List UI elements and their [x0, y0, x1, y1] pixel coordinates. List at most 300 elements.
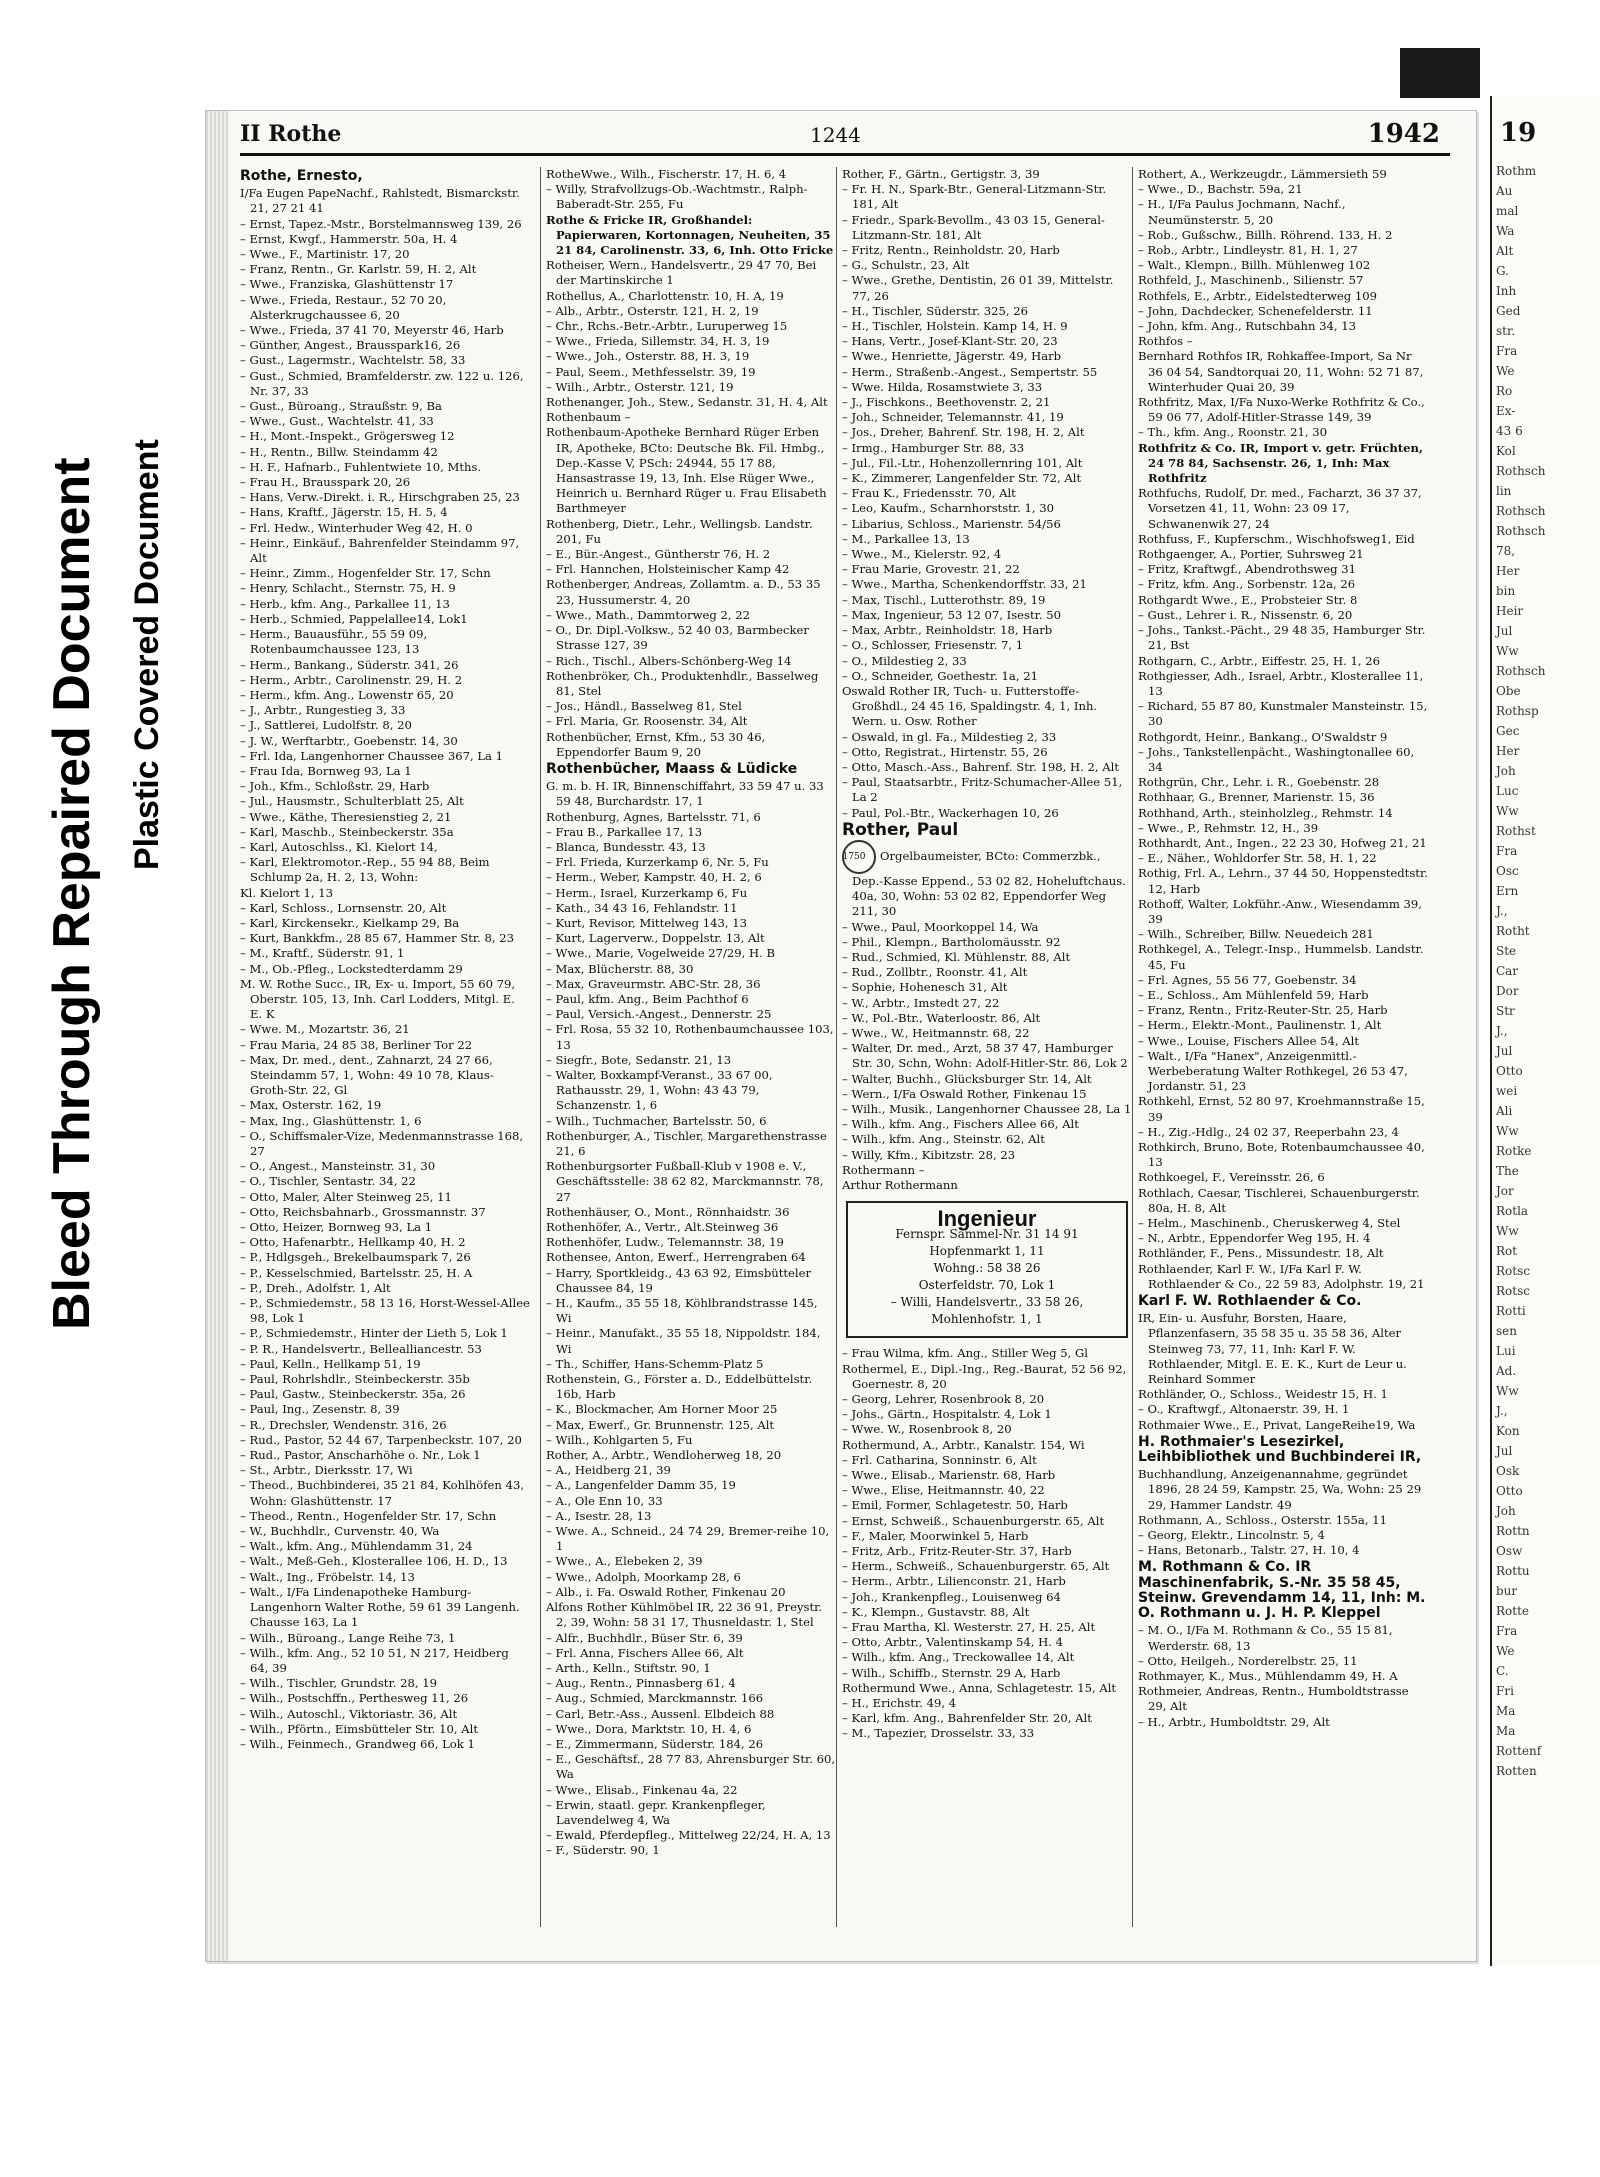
- list-item: Rothenburg, Agnes, Bartelsstr. 71, 6: [546, 809, 761, 824]
- list-item: – Aug., Schmied, Marckmannstr. 166: [546, 1691, 764, 1706]
- next-page-line: Rotte: [1496, 1604, 1530, 1618]
- list-item: – K., Klempn., Gustavstr. 88, Alt: [842, 1604, 1030, 1619]
- list-item: Rothe & Fricke IR, Großhandel: Papierwaren, Kortonnagen, Neuheiten, 35 21 84, Carolinenstr. 33, 6, Inh. Otto Fricke: [546, 212, 834, 258]
- list-item: – Max, Blücherstr. 88, 30: [546, 961, 694, 976]
- firm-heading: H. Rothmaier's Lesezirkel, Leihbibliothek und Buchbinderei IR,: [1138, 1433, 1422, 1466]
- list-item: – Wwe., Frieda, Restaur., 52 70 20, Alsterkrugchaussee 6, 20: [240, 292, 447, 322]
- next-page-line: Ww: [1496, 804, 1519, 818]
- list-item: – Wwe. A., Schneid., 24 74 29, Bremer-reihe 10, 1: [546, 1524, 830, 1554]
- next-page-line: bin: [1496, 584, 1516, 598]
- list-item: – Wwe., Frieda, Sillemstr. 34, H. 3, 19: [546, 334, 770, 349]
- list-item: – Herb., Schmied, Pappelallee14, Lok1: [240, 611, 468, 626]
- list-item: – H., Erichstr. 49, 4: [842, 1696, 957, 1711]
- list-item: – Otto, Reichsbahnarb., Grossmannstr. 37: [240, 1204, 486, 1219]
- next-page-line: Ali: [1496, 1104, 1513, 1118]
- list-item: – Otto, Heizer, Bornweg 93, La 1: [240, 1220, 433, 1235]
- list-item: – P., Kesselschmied, Bartelsstr. 25, H. A: [240, 1265, 473, 1280]
- list-item: – Joh., Kfm., Schloßstr. 29, Harb: [240, 779, 430, 794]
- list-item: Rothkehl, Ernst, 52 80 97, Kroehmannstraße 15, 39: [1138, 1094, 1425, 1124]
- list-item: – Franz, Rentn., Gr. Karlstr. 59, H. 2, Alt: [240, 262, 477, 277]
- list-item: Rothfels, E., Arbtr., Eidelstedterweg 109: [1138, 288, 1377, 303]
- list-item: – Th., Schiffer, Hans-Schemm-Platz 5: [546, 1356, 764, 1371]
- list-item: – Kurt, Lagerverw., Doppelstr. 13, Alt: [546, 931, 765, 946]
- list-item: – Rich., Tischl., Albers-Schönberg-Weg 14: [546, 653, 792, 668]
- list-item: M. W. Rothe Succ., IR, Ex- u. Import, 55 60 79, Oberstr. 105, 13, Inh. Carl Lodders, Mitgl. E. E. K: [240, 976, 516, 1022]
- firm-heading: Rother, Paul: [842, 819, 959, 840]
- list-item: – Frau Marie, Grovestr. 21, 22: [842, 562, 1020, 577]
- next-page-line: Rotten: [1496, 1764, 1537, 1778]
- list-item: – Ernst, Tapez.-Mstr., Borstelmannsweg 139, 26: [240, 216, 522, 231]
- list-item: Rothmann, A., Schloss., Osterstr. 155a, 11: [1138, 1512, 1387, 1527]
- list-item: – Wilh., Kohlgarten 5, Fu: [546, 1432, 693, 1447]
- list-item: – Heinr., Zimm., Hogenfelder Str. 17, Schn: [240, 566, 491, 581]
- list-item: – A., Heidberg 21, 39: [546, 1463, 671, 1478]
- next-page-line: Kon: [1496, 1424, 1520, 1438]
- list-item: – A., Langenfelder Damm 35, 19: [546, 1478, 736, 1493]
- list-item: – Gust., Lehrer i. R., Nissenstr. 6, 20: [1138, 607, 1353, 622]
- list-item: – Joh., Schneider, Telemannstr. 41, 19: [842, 410, 1064, 425]
- list-item: [842, 840, 1132, 920]
- next-page-line: Her: [1496, 564, 1520, 578]
- list-item: – Walt., Ing., Fröbelstr. 14, 13: [240, 1569, 415, 1584]
- list-item: – Frl. Frieda, Kurzerkamp 6, Nr. 5, Fu: [546, 855, 769, 870]
- list-item: – P., Schmiedemstr., Hinter der Lieth 5, Lok 1: [240, 1326, 508, 1341]
- next-page-line: mal: [1496, 204, 1519, 218]
- list-item: – Friedr., Spark-Bevollm., 43 03 15, General-Litzmann-Str. 181, Alt: [842, 212, 1105, 242]
- list-item: – Frau K., Friedensstr. 70, Alt: [842, 486, 1016, 501]
- list-item: – H., I/Fa Paulus Jochmann, Nachf., Neumünsterstr. 5, 20: [1138, 197, 1346, 227]
- list-item: – Karl, Kirckensekr., Kielkamp 29, Ba: [240, 915, 460, 930]
- list-item: – K., Blockmacher, Am Horner Moor 25: [546, 1402, 778, 1417]
- next-page-line: Rothst: [1496, 824, 1536, 838]
- running-title: II Rothe: [240, 121, 342, 147]
- list-item-text: Orgelbaumeister, BCto: Commerzbk., Dep.-Kasse Eppend., 53 02 82, Hoheluftchaus. 40a, 30, Wohn: 53 02 82, Eppendorfer Weg 211, 30: [852, 848, 1126, 919]
- list-item: – Wwe., A., Elebeken 2, 39: [546, 1554, 703, 1569]
- list-item: – Paul, Kelln., Hellkamp 51, 19: [240, 1356, 421, 1371]
- list-item: – R., Drechsler, Wendenstr. 316, 26: [240, 1417, 447, 1432]
- list-item: – J. W., Werftarbtr., Goebenstr. 14, 30: [240, 733, 458, 748]
- list-item: Rothenhöfer, A., Vertr., Alt.Steinweg 36: [546, 1220, 779, 1235]
- list-item: – Alfr., Buchhdlr., Büser Str. 6, 39: [546, 1630, 743, 1645]
- list-item: – Frl. Agnes, 55 56 77, Goebenstr. 34: [1138, 972, 1357, 987]
- list-item: – Herm., Bauausführ., 55 59 09, Rotenbaumchaussee 123, 13: [240, 627, 428, 657]
- list-item: – Hans, Verw.-Direkt. i. R., Hirschgraben 25, 23: [240, 490, 520, 505]
- next-page-line: Osk: [1496, 1464, 1520, 1478]
- next-page-line: We: [1496, 364, 1515, 378]
- scan-black-tab: [1400, 48, 1480, 98]
- list-item: – Paul, Rohrlshdlr., Steinbeckerstr. 35b: [240, 1372, 470, 1387]
- list-item: – P. R., Handelsvertr., Bellealliancestr. 53: [240, 1341, 482, 1356]
- list-item: – Herm., Weber, Kampstr. 40, H. 2, 6: [546, 870, 762, 885]
- list-item: – Wilh., Pförtn., Eimsbütteler Str. 10, Alt: [240, 1721, 479, 1736]
- next-page-line: Joh: [1496, 1504, 1516, 1518]
- list-item: Rothgiesser, Adh., Israel, Arbtr., Klosterallee 11, 13: [1138, 668, 1424, 698]
- list-item: Rothermann –: [842, 1162, 925, 1177]
- list-item: – Wilh., kfm. Ang., 52 10 51, N 217, Heidberg 64, 39: [240, 1645, 509, 1675]
- next-page-line: Fra: [1496, 844, 1518, 858]
- list-item: – Frl. Rosa, 55 32 10, Rothenbaumchaussee 103, 13: [546, 1022, 834, 1052]
- list-item: – Erwin, staatl. gepr. Krankenpfleger, Lavendelweg 4, Wa: [546, 1797, 766, 1827]
- list-item: – G., Schulstr., 23, Alt: [842, 258, 970, 273]
- list-item: – Harry, Sportkleidg., 43 63 92, Eimsbütteler Chaussee 84, 19: [546, 1265, 812, 1295]
- list-item: – John, kfm. Ang., Rutschbahn 34, 13: [1138, 319, 1357, 334]
- list-item: – Max, Graveurmstr. ABC-Str. 28, 36: [546, 976, 761, 991]
- list-item: – Wilh., kfm. Ang., Steinstr. 62, Alt: [842, 1132, 1045, 1147]
- next-page-line: Rothsp: [1496, 704, 1539, 718]
- list-item: – Karl, Elektromotor.-Rep., 55 94 88, Beim Schlump 2a, H. 2, 13, Wohn:: [240, 855, 490, 885]
- list-item: – Wwe., W., Heitmannstr. 68, 22: [842, 1025, 1030, 1040]
- list-item: – Rud., Pastor, 52 44 67, Tarpenbeckstr. 107, 20: [240, 1432, 522, 1447]
- list-item: Rotheiser, Wern., Handelsvertr., 29 47 70, Bei der Martinskirche 1: [546, 258, 817, 288]
- list-item: – Fritz, Kraftwgf., Abendrothsweg 31: [1138, 562, 1357, 577]
- list-item: – Helm., Maschinenb., Cheruskerweg 4, Stel: [1138, 1216, 1401, 1231]
- column-rule: [1132, 167, 1133, 1927]
- page-header: [240, 119, 1450, 156]
- list-item: Rothländer, F., Pens., Missundestr. 18, Alt: [1138, 1246, 1384, 1261]
- list-item: – Georg, Elektr., Lincolnstr. 5, 4: [1138, 1528, 1325, 1543]
- list-item: – Wwe., P., Rehmstr. 12, H., 39: [1138, 820, 1319, 835]
- next-page-line: Ma: [1496, 1704, 1516, 1718]
- column-heading: Rothe, Ernesto,: [240, 168, 363, 184]
- list-item: – Sophie, Hohenesch 31, Alt: [842, 980, 1008, 995]
- year: 1942: [1367, 119, 1440, 149]
- list-item: IR, Ein- u. Ausfuhr, Borsten, Haare, Pflanzenfasern, 35 58 35 u. 35 58 36, Alter Steinweg 73, 77, 11, Inh: Karl F. W. Rothlaender, Mitgl. E. E. K., Kurt de Leur u. Reinhard Sommer: [1138, 1311, 1407, 1387]
- list-item: Buchhandlung, Anzeigenannahme, gegründet 1896, 28 24 59, Kampstr. 25, Wa, Wohn: 25 29 29, Hammer Landstr. 49: [1138, 1467, 1422, 1512]
- list-item: – Th., kfm. Ang., Roonstr. 21, 30: [1138, 425, 1328, 440]
- next-page-line: Osw: [1496, 1544, 1523, 1558]
- list-item: Rothensee, Anton, Ewerf., Herrengraben 64: [546, 1250, 806, 1265]
- list-item: Rothfos –: [1138, 334, 1193, 349]
- next-page-number: 19: [1500, 118, 1537, 148]
- list-item: I/Fa Eugen PapeNachf., Rahlstedt, Bismarckstr. 21, 27 21 41: [240, 186, 520, 216]
- ad-line: Wohng.: 58 38 26: [933, 1261, 1041, 1276]
- list-item: – O., Dr. Dipl.-Volksw., 52 40 03, Barmbecker Strasse 127, 39: [546, 623, 809, 653]
- list-item: – Wwe., Elisab., Marienstr. 68, Harb: [842, 1468, 1056, 1483]
- list-item: – Wwe., Elise, Heitmannstr. 40, 22: [842, 1483, 1045, 1498]
- list-item: – Max, Dr. med., dent., Zahnarzt, 24 27 66, Steindamm 57, 1, Wohn: 49 10 78, Klaus-Groth-Str. 22, Gl: [240, 1052, 494, 1098]
- list-item: – Karl, Autoschlss., Kl. Kielort 14,: [240, 839, 438, 854]
- list-item: Rothenberger, Andreas, Zollamtm. a. D., 53 35 23, Hussumerstr. 4, 20: [546, 577, 821, 607]
- list-item: – Georg, Lehrer, Rosenbrook 8, 20: [842, 1392, 1045, 1407]
- firm-heading: Karl F. W. Rothlaender & Co.: [1138, 1293, 1362, 1310]
- next-page-line: Rothm: [1496, 164, 1537, 178]
- list-item: – Frau Ida, Bornweg 93, La 1: [240, 763, 412, 778]
- list-item: – M., Tapezier, Drosselstr. 33, 33: [842, 1726, 1035, 1741]
- list-item: Rothenbaum-Apotheke Bernhard Rüger Erben IR, Apotheke, BCto: Deutsche Bk. Fil. Hmbg., Dep.-Kasse V, PSch: 24944, 55 17 88, Hansastrasse 19, 13, Inh. Else Rüger Wwe., Heinrich u. Bernhard Rüger u. Frau Elisabeth Barthmeyer: [546, 425, 827, 516]
- next-page-line: Inh: [1496, 284, 1517, 298]
- list-item: – Otto, Heilgeh., Norderelbstr. 25, 11: [1138, 1653, 1358, 1668]
- list-item: – Max, Tischl., Lutterothstr. 89, 19: [842, 592, 1046, 607]
- list-item: – Karl, kfm. Ang., Bahrenfelder Str. 20, Alt: [842, 1711, 1092, 1726]
- list-item: – Walter, Buchh., Glücksburger Str. 14, Alt: [842, 1071, 1092, 1086]
- bleed-through-label: [42, 457, 102, 1330]
- list-item: Kl. Kielort 1, 13: [240, 885, 334, 900]
- list-item: – Wilh., Arbtr., Osterstr. 121, 19: [546, 379, 734, 394]
- list-item: – Walter, Dr. med., Arzt, 58 37 47, Hamburger Str. 30, Schn, Wohn: Adolf-Hitler-Str. 86, Lok 2: [842, 1041, 1128, 1071]
- list-item: Rothgardt Wwe., E., Probsteier Str. 8: [1138, 592, 1358, 607]
- list-item: – Gust., Lagermstr., Wachtelstr. 58, 33: [240, 353, 466, 368]
- next-page-line: 43 6: [1496, 424, 1523, 438]
- list-item: Rothellus, A., Charlottenstr. 10, H. A, 19: [546, 288, 784, 303]
- list-item: – F., Maler, Moorwinkel 5, Harb: [842, 1528, 1029, 1543]
- list-item: – Wwe., Math., Dammtorweg 2, 22: [546, 607, 750, 622]
- list-item: – O., Mildestieg 2, 33: [842, 653, 967, 668]
- list-item: – Max, Arbtr., Reinholdstr. 18, Harb: [842, 623, 1053, 638]
- list-item: – M., Ob.-Pfleg., Lockstedterdamm 29: [240, 961, 463, 976]
- list-item: – Otto, Registrat., Hirtenstr. 55, 26: [842, 744, 1048, 759]
- list-item: Rothermel, E., Dipl.-Ing., Reg.-Baurat, 52 56 92, Goernestr. 8, 20: [842, 1361, 1127, 1391]
- ad-line: Osterfeldstr. 70, Lok 1: [918, 1278, 1056, 1293]
- list-item: Oswald Rother IR, Tuch- u. Futterstoffe-Großhdl., 24 45 16, Spaldingstr. 4, 1, Inh. Wern. u. Osw. Rother: [842, 683, 1098, 729]
- page-number: 1244: [810, 123, 861, 147]
- list-item: Rothmayer, K., Mus., Mühlendamm 49, H. A: [1138, 1668, 1398, 1683]
- list-item: – Paul, Ing., Zesenstr. 8, 39: [240, 1402, 400, 1417]
- next-page-line: Au: [1496, 184, 1513, 198]
- next-page-line: Ged: [1496, 304, 1521, 318]
- list-item: – P., Hdlgsgeh., Brekelbaumspark 7, 26: [240, 1250, 471, 1265]
- list-item: – Herm., Straßenb.-Angest., Sempertstr. 55: [842, 364, 1098, 379]
- list-item: – E., Geschäftsf., 28 77 83, Ahrensburger Str. 60, Wa: [546, 1752, 836, 1782]
- list-item: – J., Arbtr., Rungestieg 3, 33: [240, 703, 406, 718]
- list-item: Rothgarn, C., Arbtr., Eiffestr. 25, H. 1, 26: [1138, 653, 1381, 668]
- next-page-line: Ww: [1496, 1224, 1519, 1238]
- list-item: – Joh., Krankenpfleg., Louisenweg 64: [842, 1589, 1061, 1604]
- list-item: – Günther, Angest., Brausspark16, 26: [240, 338, 461, 353]
- next-page-line: Wa: [1496, 224, 1515, 238]
- next-page-line: We: [1496, 1644, 1515, 1658]
- list-item: – Irmg., Hamburger Str. 88, 33: [842, 440, 1025, 455]
- next-page-line: Rotht: [1496, 924, 1530, 938]
- column-1: [240, 167, 530, 1927]
- list-item: Rothgordt, Heinr., Bankang., O'Swaldstr 9: [1138, 729, 1388, 744]
- next-page-line: Jor: [1496, 1184, 1514, 1198]
- next-page-line: Gec: [1496, 724, 1520, 738]
- list-item: Rothmaier Wwe., E., Privat, LangeReihe19, Wa: [1138, 1417, 1416, 1432]
- list-item: – Max, Ing., Glashüttenstr. 1, 6: [240, 1113, 422, 1128]
- list-item: – Libarius, Schloss., Marienstr. 54/56: [842, 516, 1061, 531]
- list-item: Rothhand, Arth., steinholzleg., Rehmstr. 14: [1138, 805, 1393, 820]
- list-item: – Leo, Kaufm., Scharnhorststr. 1, 30: [842, 501, 1054, 516]
- list-item: – Wwe., M., Kielerstr. 92, 4: [842, 547, 1002, 562]
- rothermann-ad-box: [846, 1201, 1128, 1338]
- list-item: Arthur Rothermann: [842, 1178, 958, 1192]
- page-gutter: [206, 111, 228, 1961]
- list-item: – Wilh., Tischler, Grundstr. 28, 19: [240, 1676, 437, 1691]
- next-page-line: Rotsc: [1496, 1264, 1530, 1278]
- list-item: – Willy, Kfm., Kibitzstr. 28, 23: [842, 1147, 1016, 1162]
- next-page-line: wei: [1496, 1084, 1518, 1098]
- next-page-line: Fra: [1496, 1624, 1518, 1638]
- list-item: – E., Zimmermann, Süderstr. 184, 26: [546, 1736, 764, 1751]
- list-item: – Theod., Rentn., Hogenfelder Str. 17, Schn: [240, 1508, 497, 1523]
- list-item: Rothig, Frl. A., Lehrn., 37 44 50, Hoppenstedtstr. 12, Harb: [1138, 866, 1428, 896]
- next-page-line: Lui: [1496, 1344, 1516, 1358]
- ad-line: – Willi, Handelsvertr., 33 58 26, Mohlenhofstr. 1, 1: [890, 1295, 1084, 1327]
- list-item: – J., Sattlerei, Ludolfstr. 8, 20: [240, 718, 412, 733]
- list-item: – Herm., Arbtr., Lilienconstr. 21, Harb: [842, 1574, 1066, 1589]
- list-item: RotheWwe., Wilh., Fischerstr. 17, H. 6, 4: [546, 167, 787, 181]
- list-item: – H., Arbtr., Humboldtstr. 29, Alt: [1138, 1714, 1330, 1729]
- repaired-document-text: Repaired Document: [43, 457, 101, 949]
- next-page-line: Rottu: [1496, 1564, 1530, 1578]
- list-item: – Wilh., Schreiber, Billw. Neuedeich 281: [1138, 927, 1374, 942]
- list-item: – Frl. Ida, Langenhorner Chaussee 367, La 1: [240, 748, 503, 763]
- list-item: Rothfritz & Co. IR, Import v. getr. Früchten, 24 78 84, Sachsenstr. 26, 1, Inh: Max Rothfritz: [1138, 440, 1423, 486]
- list-item: – Gust., Büroang., Straußstr. 9, Ba: [240, 399, 442, 414]
- list-item: – Richard, 55 87 80, Kunstmaler Mansteinstr. 15, 30: [1138, 699, 1428, 729]
- list-item: – Emil, Former, Schlagetestr. 50, Harb: [842, 1498, 1068, 1513]
- list-item: – Paul, Pol.-Btr., Wackerhagen 10, 26: [842, 805, 1059, 820]
- next-page-line: Otto: [1496, 1064, 1523, 1078]
- ad-line: Hopfenmarkt 1, 11: [929, 1244, 1045, 1259]
- list-item: – Max, Ewerf., Gr. Brunnenstr. 125, Alt: [546, 1417, 775, 1432]
- next-page-line: Str: [1496, 1004, 1515, 1018]
- list-item: – A., Ole Enn 10, 33: [546, 1493, 663, 1508]
- next-page-line: Ex-: [1496, 404, 1516, 418]
- list-item: – Paul, kfm. Ang., Beim Pachthof 6: [546, 991, 749, 1006]
- list-item: Rothoff, Walter, Lokführ.-Anw., Wiesendamm 39, 39: [1138, 896, 1422, 926]
- list-item: – Walt., Klempn., Billh. Mühlenweg 102: [1138, 258, 1371, 273]
- list-item: – Jul., Hausmstr., Schulterblatt 25, Alt: [240, 794, 464, 809]
- next-page-line: Rottn: [1496, 1524, 1530, 1538]
- list-item: – Herm., Schweiß., Schauenburgerstr. 65, Alt: [842, 1559, 1110, 1574]
- list-item: – Chr., Rchs.-Betr.-Arbtr., Luruperweg 15: [546, 319, 788, 334]
- next-page-line: Ad.: [1496, 1364, 1517, 1378]
- list-item: – N., Arbtr., Eppendorfer Weg 195, H. 4: [1138, 1231, 1371, 1246]
- list-item: – Wwe., Grethe, Dentistin, 26 01 39, Mittelstr. 77, 26: [842, 273, 1114, 303]
- list-item: – F., Süderstr. 90, 1: [546, 1843, 660, 1858]
- list-item: – Paul, Seem., Methfesselstr. 39, 19: [546, 364, 756, 379]
- list-item: Rothkegel, A., Telegr.-Insp., Hummelsb. Landstr. 45, Fu: [1138, 942, 1424, 972]
- list-item: – Johs., Tankstellenpächt., Washingtonallee 60, 34: [1138, 744, 1415, 774]
- next-page-edge: [1490, 96, 1600, 1966]
- next-page-line: lin: [1496, 484, 1512, 498]
- next-page-line: Ern: [1496, 884, 1519, 898]
- list-item: Rothgrün, Chr., Lehr. i. R., Goebenstr. 28: [1138, 775, 1380, 790]
- next-page-line: Dor: [1496, 984, 1519, 998]
- list-item: – Otto, Masch.-Ass., Bahrenf. Str. 198, H. 2, Alt: [842, 759, 1120, 774]
- next-page-line: Kol: [1496, 444, 1516, 458]
- list-item: Rothhardt, Ant., Ingen., 22 23 30, Hofweg 21, 21: [1138, 835, 1427, 850]
- list-item: – Johs., Gärtn., Hospitalstr. 4, Lok 1: [842, 1407, 1052, 1422]
- list-item: – Hans, Betonarb., Talstr. 27, H. 10, 4: [1138, 1543, 1360, 1558]
- list-item: – Rud., Zollbtr., Roonstr. 41, Alt: [842, 965, 1028, 980]
- list-item: – Wilh., Postschffn., Perthesweg 11, 26: [240, 1691, 469, 1706]
- list-item: – Karl, Schloss., Lornsenstr. 20, Alt: [240, 900, 447, 915]
- next-page-line: Fri: [1496, 1684, 1514, 1698]
- next-page-line: Osc: [1496, 864, 1519, 878]
- list-item: – Frl. Catharina, Sonninstr. 6, Alt: [842, 1452, 1037, 1467]
- list-item: – Theod., Buchbinderei, 35 21 84, Kohlhöfen 43, Wohn: Glashüttenstr. 17: [240, 1478, 525, 1508]
- next-page-line: Heir: [1496, 604, 1524, 618]
- next-page-line: bur: [1496, 1584, 1518, 1598]
- list-item: Rothermund Wwe., Anna, Schlagetestr. 15, Alt: [842, 1680, 1117, 1695]
- list-item: – John, Dachdecker, Schenefelderstr. 11: [1138, 303, 1373, 318]
- list-item: Rothenbücher, Ernst, Kfm., 53 30 46, Eppendorfer Baum 9, 20: [546, 729, 766, 759]
- next-page-line: Rotla: [1496, 1204, 1529, 1218]
- list-item: – Kurt, Bankkfm., 28 85 67, Hammer Str. 8, 23: [240, 931, 515, 946]
- next-page-line: Rothsch: [1496, 664, 1546, 678]
- firm-heading: Rothenbücher, Maass & Lüdicke: [546, 760, 798, 777]
- next-page-line: Rottenf: [1496, 1744, 1542, 1758]
- column-3: [842, 167, 1132, 1927]
- list-item: – Max, Ingenieur, 53 12 07, Isestr. 50: [842, 607, 1062, 622]
- list-item: – H., Mont.-Inspekt., Grögersweg 12: [240, 429, 455, 444]
- list-item: – Frau Maria, 24 85 38, Berliner Tor 22: [240, 1037, 473, 1052]
- list-item: – Gust., Schmied, Bramfelderstr. zw. 122 u. 126, Nr. 37, 33: [240, 368, 524, 398]
- next-page-line: sen: [1496, 1324, 1517, 1338]
- list-item: Rothfeld, J., Maschinenb., Silienstr. 57: [1138, 273, 1364, 288]
- list-item: – Karl, Maschb., Steinbeckerstr. 35a: [240, 824, 454, 839]
- next-page-line: C.: [1496, 1664, 1509, 1678]
- next-page-line: Otto: [1496, 1484, 1523, 1498]
- list-item: – W., Buchhdlr., Curvenstr. 40, Wa: [240, 1524, 440, 1539]
- list-item: – K., Zimmerer, Langenfelder Str. 72, Alt: [842, 471, 1082, 486]
- list-item: – Wwe., F., Martinistr. 17, 20: [240, 247, 410, 262]
- list-item: Rothenhöfer, Ludw., Telemannstr. 38, 19: [546, 1235, 784, 1250]
- list-item: – Walt., Meß-Geh., Klosterallee 106, H. D., 13: [240, 1554, 508, 1569]
- list-item: – Otto, Maler, Alter Steinweg 25, 11: [240, 1189, 452, 1204]
- list-item: – Fr. H. N., Spark-Btr., General-Litzmann-Str. 181, Alt: [842, 182, 1107, 212]
- next-page-line: Rothsch: [1496, 464, 1546, 478]
- next-page-line: Rotti: [1496, 1304, 1526, 1318]
- list-item: – Franz, Rentn., Fritz-Reuter-Str. 25, Harb: [1138, 1003, 1388, 1018]
- list-item: – Herb., kfm. Ang., Parkallee 11, 13: [240, 596, 450, 611]
- next-page-line: Car: [1496, 964, 1519, 978]
- list-item: Rothermund, A., Arbtr., Kanalstr. 154, Wi: [842, 1437, 1085, 1452]
- list-item: – Ernst, Kwgf., Hammerstr. 50a, H. 4: [240, 231, 458, 246]
- list-item: – Ewald, Pferdepfleg., Mittelweg 22/24, H. A, 13: [546, 1828, 831, 1843]
- list-item: – Phil., Klempn., Bartholomäusstr. 92: [842, 934, 1061, 949]
- next-page-line: Rot: [1496, 1244, 1518, 1258]
- list-item: – Paul, Staatsarbtr., Fritz-Schumacher-Allee 51, La 2: [842, 775, 1123, 805]
- next-page-line: Fra: [1496, 344, 1518, 358]
- list-item: Rothfritz, Max, I/Fa Nuxo-Werke Rothfritz & Co., 59 06 77, Adolf-Hitler-Strasse 149, 39: [1138, 395, 1425, 425]
- list-item: – Herm., Elektr.-Mont., Paulinenstr. 1, Alt: [1138, 1018, 1382, 1033]
- list-item: – Walt., I/Fa "Hanex", Anzeigenmittl.-Werbeberatung Walter Rothkegel, 26 53 47, Jordanstr. 51, 23: [1138, 1048, 1408, 1094]
- list-item: Rothlach, Caesar, Tischlerei, Schauenburgerstr. 80a, H. 8, Alt: [1138, 1185, 1420, 1215]
- list-item: – St., Arbtr., Dierksstr. 17, Wi: [240, 1463, 413, 1478]
- list-item: – Wilh., Musik., Langenhorner Chaussee 28, La 1: [842, 1101, 1132, 1116]
- list-item: – Wwe., Paul, Moorkoppel 14, Wa: [842, 919, 1039, 934]
- list-item: Rothgaenger, A., Portier, Suhrsweg 21: [1138, 547, 1364, 562]
- list-item: – Walter, Boxkampf-Veranst., 33 67 00, Rathausstr. 29, 1, Wohn: 43 43 79, Schanzenstr. 1, 6: [546, 1067, 773, 1113]
- list-item: – Walt., kfm. Ang., Mühlendamm 31, 24: [240, 1539, 473, 1554]
- next-page-line: 78,: [1496, 544, 1516, 558]
- list-item: – Wilh., kfm. Ang., Fischers Allee 66, Alt: [842, 1117, 1079, 1132]
- next-page-line: J.,: [1496, 1024, 1508, 1038]
- list-item: – Jos., Dreher, Bahrenf. Str. 198, H. 2, Alt: [842, 425, 1085, 440]
- list-item: – W., Pol.-Btr., Waterloostr. 86, Alt: [842, 1010, 1041, 1025]
- list-item: – Paul, Versich.-Angest., Dennerstr. 25: [546, 1007, 772, 1022]
- next-page-line: The: [1496, 1164, 1519, 1178]
- next-page-line: Ro: [1496, 384, 1513, 398]
- list-item: – Frau H., Brausspark 20, 26: [240, 475, 411, 490]
- list-item: – Otto, Arbtr., Valentinskamp 54, H. 4: [842, 1635, 1064, 1650]
- list-item: – O., Tischler, Sentastr. 34, 22: [240, 1174, 416, 1189]
- list-item: – Wwe., Martha, Schenkendorffstr. 33, 21: [842, 577, 1087, 592]
- list-item: – E., Näher., Wohldorfer Str. 58, H. 1, 22: [1138, 851, 1377, 866]
- next-page-line: Luc: [1496, 784, 1519, 798]
- list-item: – Wwe., Louise, Fischers Allee 54, Alt: [1138, 1033, 1360, 1048]
- list-item: – Hans, Kraftf., Jägerstr. 15, H. 5, 4: [240, 505, 448, 520]
- list-item: – Wwe. M., Mozartstr. 36, 21: [240, 1022, 410, 1037]
- list-item: Rother, A., Arbtr., Wendloherweg 18, 20: [546, 1448, 782, 1463]
- list-item: – Wwe., Frieda, 37 41 70, Meyerstr 46, Harb: [240, 323, 504, 338]
- list-item: Rothert, A., Werkzeugdr., Lämmersieth 59: [1138, 167, 1387, 181]
- list-item: – Frau B., Parkallee 17, 13: [546, 824, 703, 839]
- list-item: – Ernst, Schweiß., Schauenburgerstr. 65, Alt: [842, 1513, 1105, 1528]
